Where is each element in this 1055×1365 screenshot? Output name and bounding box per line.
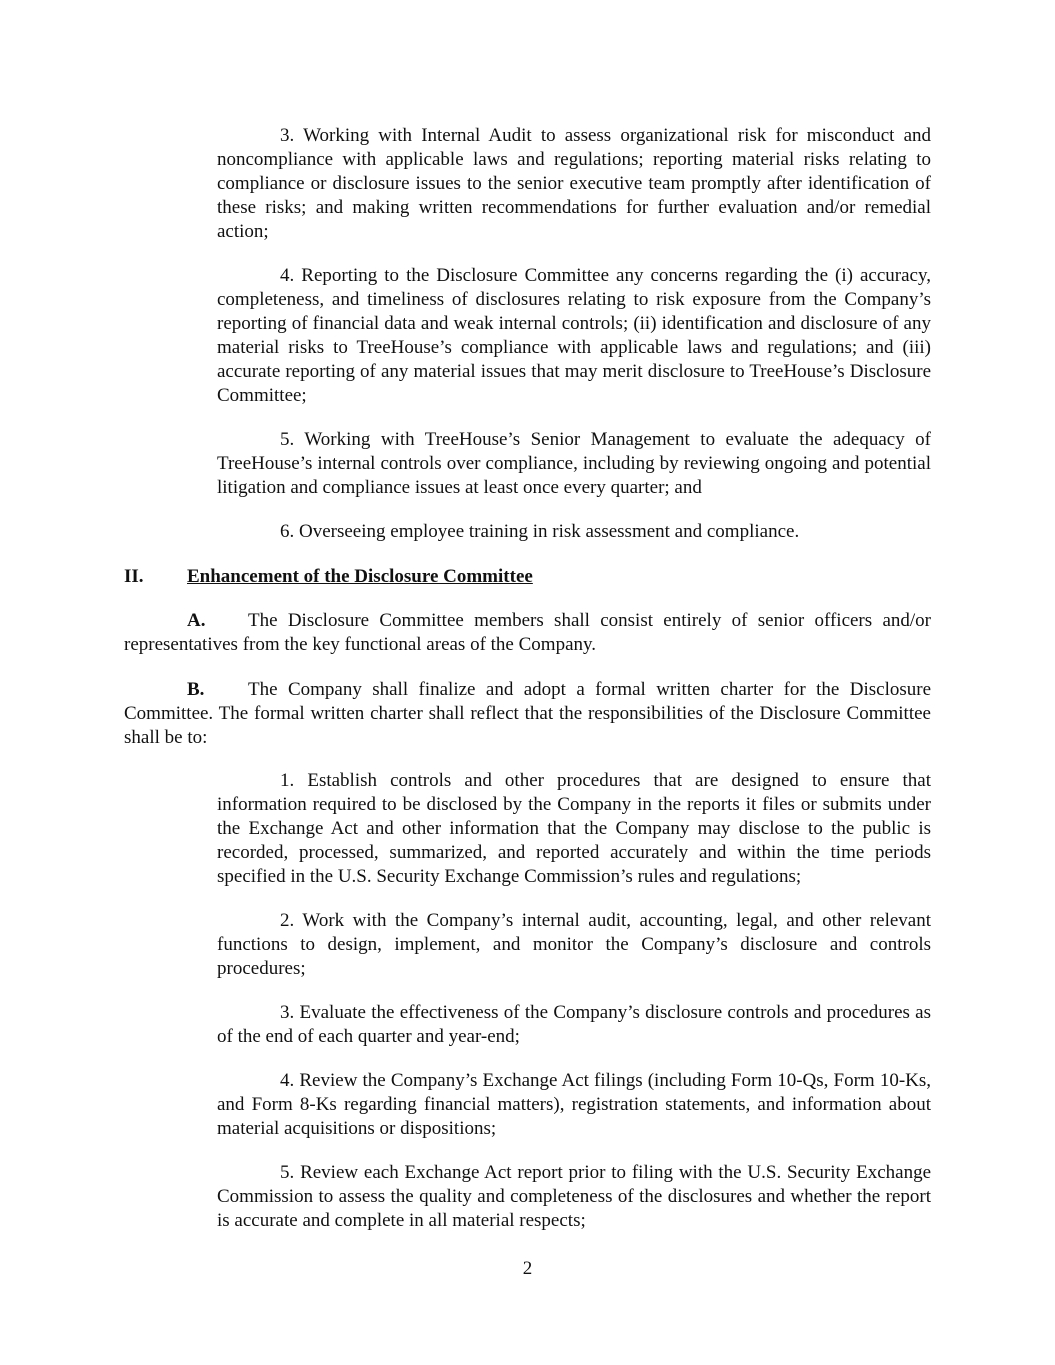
section-title: Enhancement of the Disclosure Committee [187, 566, 533, 587]
list-item-text: Establish controls and other procedures that are designed to ensure that information required to be disclosed by the Company in the reports it files or submits under the Exchange Act and other information that the Company may disclose to the public is recorded, processed, summarized, and reported accurately and within the time periods specified in the U.S. Security Exchange Commission’s rules and regulations; [217, 770, 931, 887]
list-item-top-5 [217, 428, 931, 500]
list-item-bottom-2 [217, 909, 931, 981]
paragraph-letter: A. [187, 610, 206, 631]
list-item-number: 6. [280, 521, 295, 542]
list-item-text: Working with Internal Audit to assess organizational risk for misconduct and noncompliance with applicable laws and regulations; reporting material risks relating to compliance or disclosure issues to the senior executive team promptly after identification of these risks; and making written recommendations for further evaluation and/or remedial action; [217, 125, 931, 242]
list-item-text: Working with TreeHouse’s Senior Management to evaluate the adequacy of TreeHouse’s internal controls over compliance, including by reviewing ongoing and potential litigation and compliance issues at least once every quarter; and [217, 429, 931, 498]
list-item-number: 4. [280, 265, 295, 286]
paragraph-b [124, 678, 931, 750]
list-item-text: Overseeing employee training in risk assessment and compliance. [299, 521, 800, 542]
paragraph-text: The Company shall finalize and adopt a formal written charter for the Disclosure Committee. The formal written charter shall reflect that the responsibilities of the Disclosure Committee shall be to: [124, 679, 931, 748]
list-item-number: 2. [280, 910, 295, 931]
list-item-top-6 [217, 520, 931, 544]
section-heading [124, 565, 533, 589]
paragraph-a [124, 609, 931, 657]
page-number: 2 [522, 1258, 533, 1279]
list-item-bottom-4 [217, 1069, 931, 1141]
list-item-top-3 [217, 124, 931, 244]
list-item-text: Review the Company’s Exchange Act filings (including Form 10-Qs, Form 10-Ks, and Form 8-Ks regarding financial matters), registration statements, and information about material acquisitions or dispositions; [217, 1070, 932, 1139]
list-item-number: 3. [280, 1002, 295, 1023]
list-item-bottom-5 [217, 1161, 931, 1233]
paragraph-text: The Disclosure Committee members shall consist entirely of senior officers and/or representatives from the key functional areas of the Company. [124, 610, 931, 655]
list-item-text: Review each Exchange Act report prior to filing with the U.S. Security Exchange Commission to assess the quality and completeness of the disclosures and whether the report is accurate and complete in all material respects; [217, 1162, 932, 1231]
list-item-text: Evaluate the effectiveness of the Company’s disclosure controls and procedures as of the end of each quarter and year-end; [217, 1002, 932, 1047]
list-item-text: Reporting to the Disclosure Committee any concerns regarding the (i) accuracy, completeness, and timeliness of disclosures relating to risk exposure from the Company’s reporting of financial data and weak internal controls; (ii) identification and disclosure of any material risks to TreeHouse’s compliance with applicable laws and regulations; and (iii) accurate reporting of any material issues that may merit disclosure to TreeHouse’s Disclosure Committee; [217, 265, 931, 406]
list-item-number: 5. [280, 429, 295, 450]
paragraph-letter: B. [187, 679, 205, 700]
list-item-number: 5. [280, 1162, 295, 1183]
list-item-number: 1. [280, 770, 295, 791]
list-item-top-4 [217, 264, 931, 408]
section-number: II. [124, 566, 144, 587]
list-item-number: 3. [280, 125, 295, 146]
list-item-bottom-1 [217, 769, 931, 889]
list-item-bottom-3 [217, 1001, 931, 1049]
list-item-number: 4. [280, 1070, 295, 1091]
list-item-text: Work with the Company’s internal audit, accounting, legal, and other relevant functions to design, implement, and monitor the Company’s disclosure and controls procedures; [217, 910, 931, 979]
